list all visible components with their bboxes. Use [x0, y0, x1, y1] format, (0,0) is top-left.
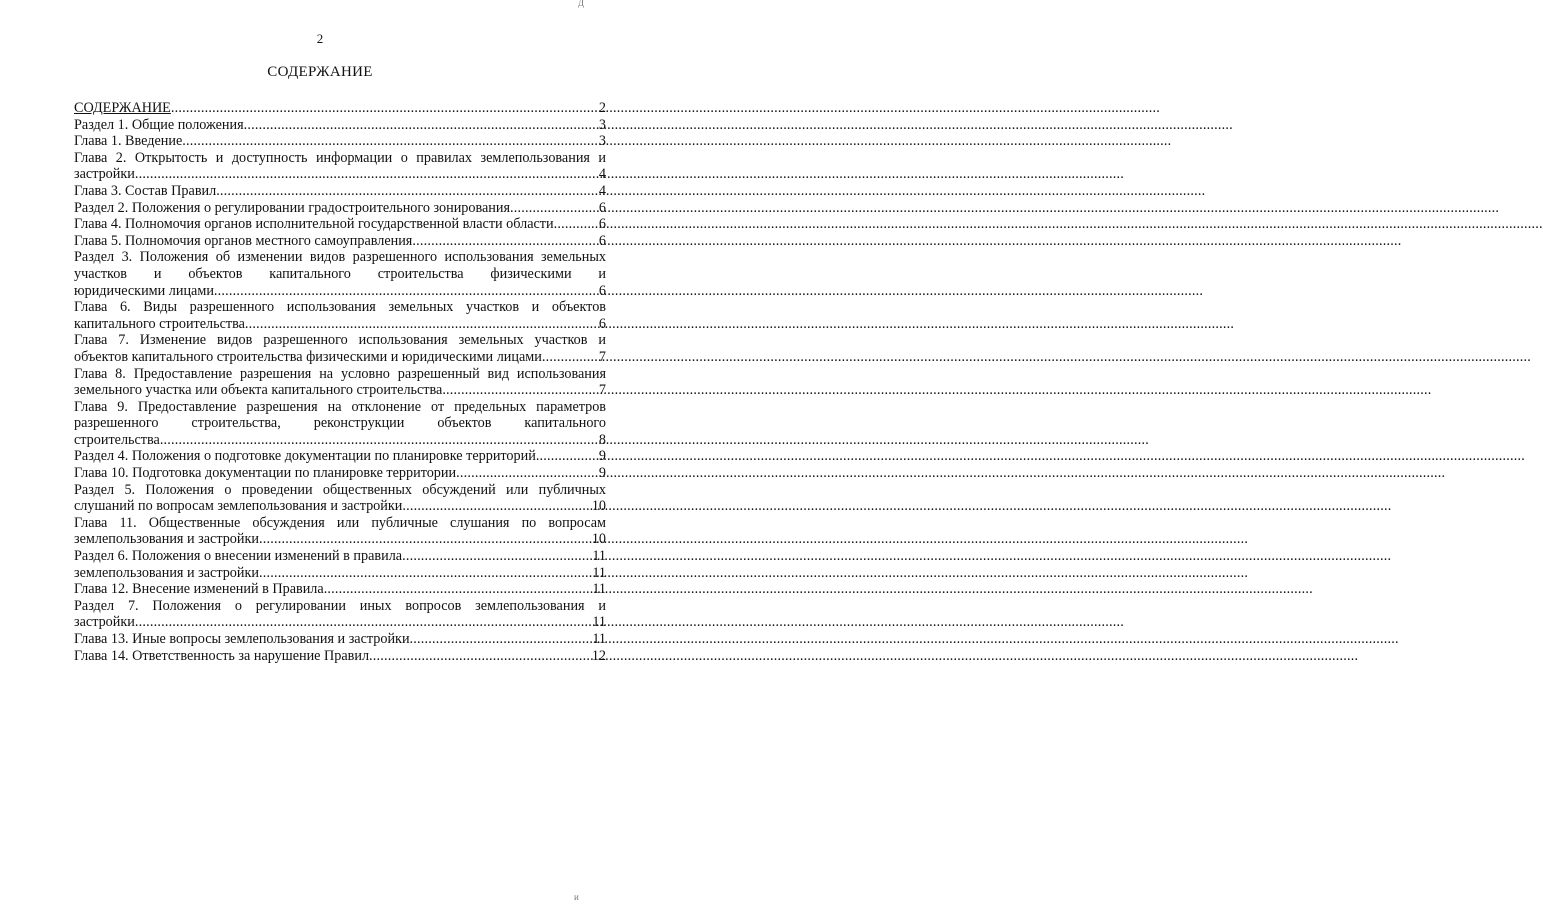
dot-leader	[259, 565, 591, 582]
toc-entry-title: СОДЕРЖАНИЕ	[74, 100, 171, 116]
dot-leader	[442, 382, 598, 399]
table-of-contents	[74, 100, 606, 664]
toc-entry-title: капитального строительства	[74, 315, 245, 332]
dot-leader	[135, 166, 598, 183]
toc-entry-title: Глава 4. Полномочия органов исполнительной государственной власти области	[74, 216, 554, 233]
toc-entry-page: 6	[598, 282, 606, 299]
toc-entry-text: Глава 8. Предоставление разрешения на условно разрешенный вид использования	[74, 365, 606, 382]
toc-entry[interactable]	[74, 515, 606, 548]
toc-entry-title: застройки	[74, 614, 135, 631]
dot-leader	[536, 448, 598, 465]
toc-entry-title: Глава 10. Подготовка документации по планировке территории	[74, 465, 457, 482]
toc-entry-page: 7	[598, 382, 606, 399]
toc-entry[interactable]	[74, 150, 606, 183]
toc-entry-title: слушаний по вопросам землепользования и застройки	[74, 498, 403, 515]
toc-entry-page: 6	[598, 199, 606, 216]
toc-entry-title: Глава 1. Введение	[74, 133, 183, 150]
toc-entry-page: 9	[598, 448, 606, 465]
toc-entry[interactable]	[74, 216, 606, 233]
dot-leader	[456, 465, 598, 482]
dot-leader	[245, 316, 598, 333]
toc-entry-page: 3	[598, 116, 606, 133]
toc-entry-title: землепользования и застройки	[74, 531, 259, 548]
toc-entry-page: 4	[598, 182, 606, 199]
toc-entry-page: 10	[591, 531, 606, 548]
toc-entry-text: Раздел 5. Положения о проведении общественных обсуждений или публичных	[74, 481, 606, 498]
toc-entry-title: юридическими лицами	[74, 282, 214, 299]
toc-entry[interactable]	[74, 299, 606, 332]
toc-entry-text: Глава 7. Изменение видов разрешенного использования земельных участков и	[74, 332, 606, 349]
toc-entry-page: 9	[598, 465, 606, 482]
toc-entry[interactable]	[74, 399, 606, 449]
toc-entry[interactable]	[74, 332, 606, 365]
toc-entry-title: Глава 13. Иные вопросы землепользования и застройки	[74, 631, 410, 647]
toc-entry-page: 11	[592, 548, 606, 565]
toc-entry[interactable]	[74, 249, 606, 299]
toc-entry-title: застройки	[74, 166, 135, 183]
toc-entry-page: 7	[598, 348, 606, 365]
toc-entry-title: Глава 14. Ответственность за нарушение Правил	[74, 647, 370, 664]
toc-entry-title: Глава 3. Состав Правил	[74, 182, 217, 199]
toc-heading: СОДЕРЖАНИЕ	[267, 64, 373, 80]
toc-entry-page: 6	[598, 315, 606, 332]
toc-entry[interactable]	[74, 648, 606, 665]
toc-entry[interactable]	[74, 482, 606, 515]
dot-leader	[554, 216, 598, 233]
dot-leader	[369, 648, 591, 665]
dot-leader	[214, 283, 598, 300]
toc-entry[interactable]	[74, 117, 606, 134]
dot-leader	[182, 133, 598, 150]
toc-entry[interactable]	[74, 448, 606, 465]
toc-entry-page: 12	[591, 647, 606, 664]
toc-entry-title: Раздел 6. Положения о внесении изменений в правила	[74, 548, 403, 565]
toc-entry-title: строительства	[74, 431, 160, 448]
dot-leader	[324, 581, 592, 598]
toc-entry-page: 8	[598, 431, 606, 448]
toc-entry-page: 2	[598, 100, 606, 116]
toc-entry-text: Глава 6. Виды разрешенного использования земельных участков и объектов	[74, 299, 606, 316]
toc-entry[interactable]	[74, 565, 606, 582]
dot-leader	[542, 349, 598, 366]
document-page	[0, 0, 640, 905]
toc-entry-title: Раздел 2. Положения о регулировании градостроительного зонирования	[74, 199, 510, 216]
dot-leader	[510, 200, 598, 217]
toc-entry-title: Глава 5. Полномочия органов местного самоуправления	[74, 232, 413, 249]
toc-entry[interactable]	[74, 366, 606, 399]
toc-entry-title: земельного участка или объекта капитального строительства	[74, 382, 443, 399]
toc-entry-text: Глава 11. Общественные обсуждения или публичные слушания по вопросам	[74, 514, 606, 531]
toc-entry-page: 11	[592, 631, 606, 647]
dot-leader	[244, 117, 598, 134]
toc-entry-title: Раздел 4. Положения о подготовке документации по планировке территорий	[74, 448, 536, 465]
toc-entry-title: землепользования и застройки	[74, 564, 259, 581]
toc-entry-text: Глава 9. Предоставление разрешения на отклонение от предельных параметров разрешенного строительства, реконструкции объектов капитального	[74, 398, 606, 432]
toc-entry-page: 3	[598, 133, 606, 150]
corner-mark-bottom: и	[574, 892, 579, 902]
toc-entry[interactable]	[74, 233, 606, 250]
dot-leader	[171, 100, 598, 117]
dot-leader	[402, 498, 590, 515]
dot-leader	[216, 183, 598, 200]
toc-entry-title: Глава 12. Внесение изменений в Правила	[74, 581, 324, 598]
toc-entry[interactable]	[74, 133, 606, 150]
toc-entry-text: Раздел 3. Положения об изменении видов разрешенного использования земельных участков и объектов капитального строительства физическими и	[74, 249, 606, 282]
toc-entry-page: 11	[592, 564, 606, 581]
toc-entry-page: 4	[598, 166, 606, 183]
corner-mark-top: Д	[577, 0, 584, 8]
toc-entry-page: 6	[598, 232, 606, 249]
dot-leader	[160, 432, 598, 449]
toc-entry[interactable]	[74, 548, 606, 565]
toc-entry[interactable]	[74, 581, 606, 598]
toc-entry-page: 11	[592, 581, 606, 598]
toc-entry[interactable]	[74, 598, 606, 631]
toc-entry-page: 6	[598, 216, 606, 233]
toc-entry-text: Раздел 7. Положения о регулировании иных вопросов землепользования и	[74, 597, 606, 614]
toc-entry[interactable]	[74, 631, 606, 648]
dot-leader	[135, 614, 591, 631]
dot-leader	[259, 531, 591, 548]
toc-entry-page: 11	[592, 614, 606, 631]
toc-entry[interactable]	[74, 200, 606, 217]
toc-entry-page: 10	[591, 498, 606, 515]
toc-entry[interactable]	[74, 100, 606, 117]
dot-leader	[402, 548, 591, 565]
toc-entry[interactable]	[74, 183, 606, 200]
toc-entry-text: Глава 2. Открытость и доступность информации о правилах землепользования и	[74, 149, 606, 166]
toc-entry-title: Раздел 1. Общие положения	[74, 116, 244, 133]
dot-leader	[410, 631, 592, 648]
page-number: 2	[316, 31, 324, 46]
dot-leader	[412, 233, 598, 250]
toc-entry-title: объектов капитального строительства физическими и юридическими лицами	[74, 348, 542, 365]
toc-entry[interactable]	[74, 465, 606, 482]
